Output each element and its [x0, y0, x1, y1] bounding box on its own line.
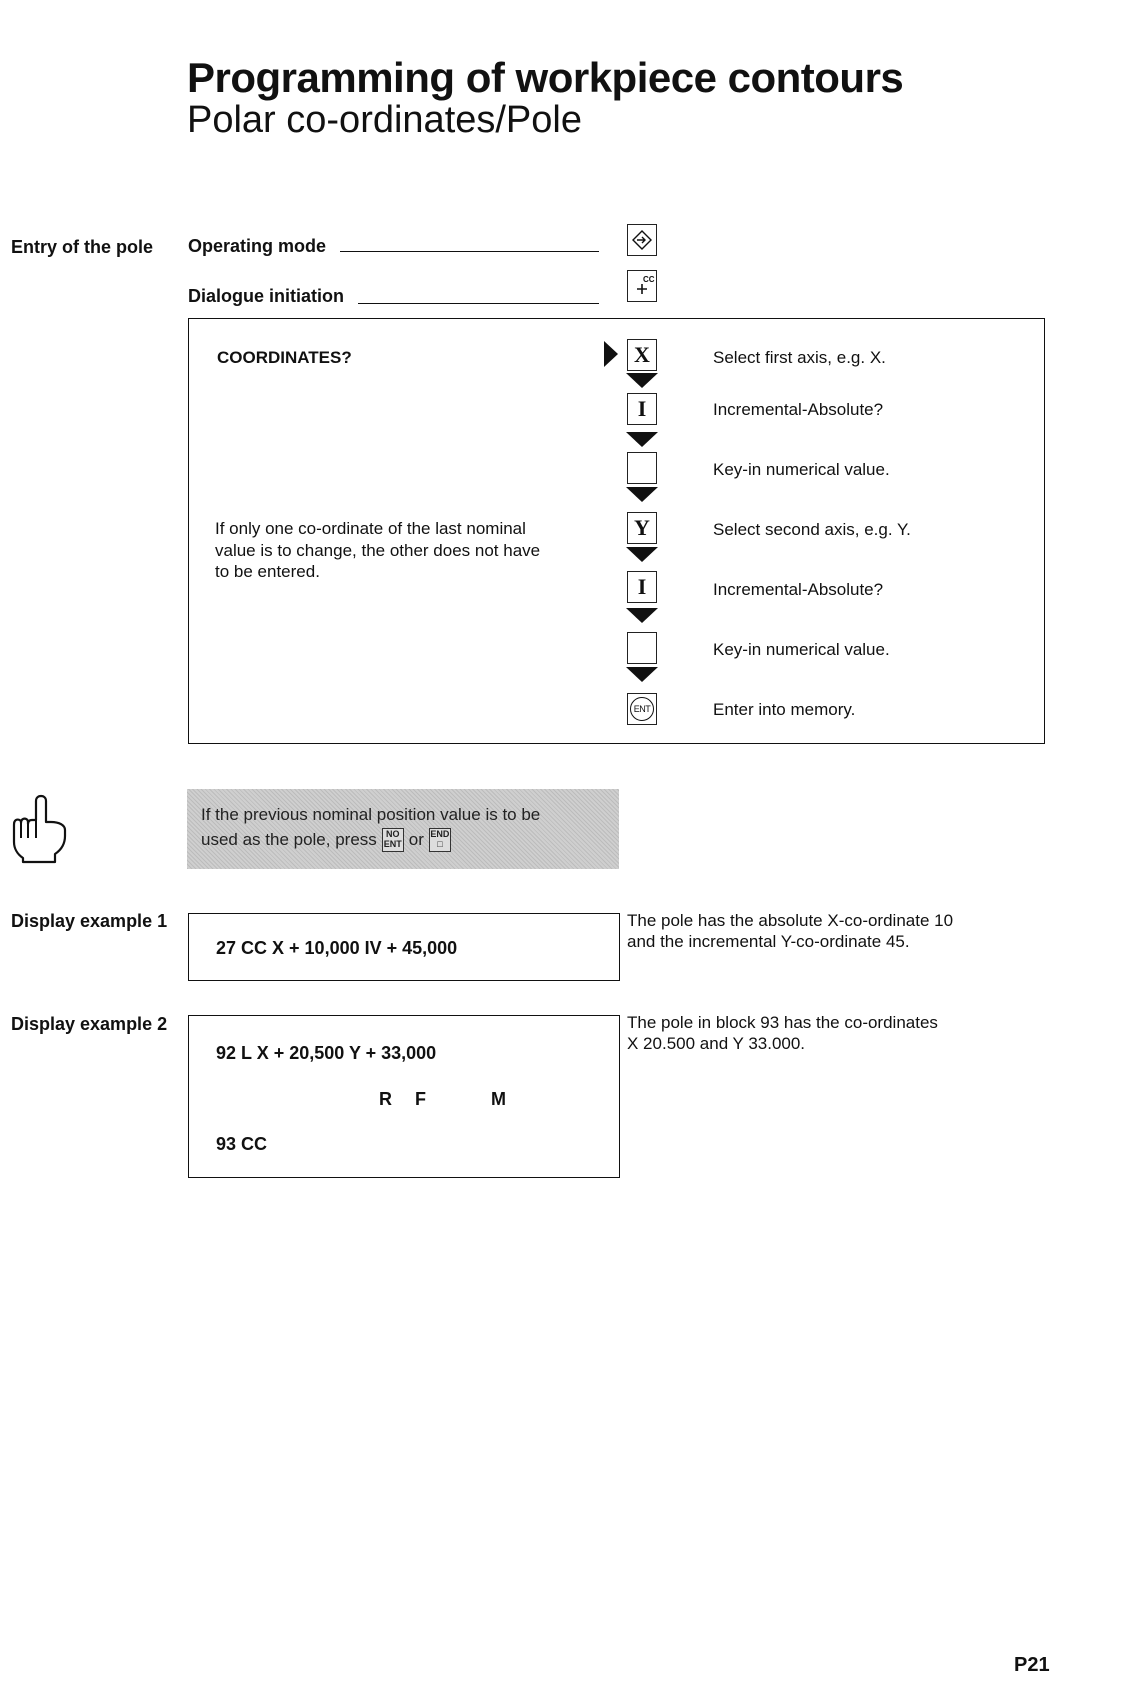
- display-example-1-label: Display example 1: [11, 911, 168, 931]
- page-subtitle: Polar co-ordinates/Pole: [187, 99, 582, 141]
- display-example-2-label: Display example 2: [11, 1014, 168, 1034]
- cc-pole-icon[interactable]: [627, 270, 657, 302]
- operating-mode-rule: [340, 251, 599, 252]
- down-arrow-icon: [626, 547, 658, 562]
- section-label-entry-of-pole: Entry of the pole: [11, 237, 154, 257]
- display-2-description-line-1: The pole in block 93 has the co-ordinates: [627, 1013, 938, 1032]
- end-key-top: END: [430, 829, 450, 839]
- step-2-text: Incremental-Absolute?: [713, 400, 884, 419]
- end-key-bottom: □: [437, 839, 443, 849]
- display-2-line-3: 93 CC: [216, 1134, 268, 1154]
- step-4-text: Select second axis, e.g. Y.: [713, 520, 911, 539]
- display-2-line-1: 92 L X + 20,500 Y + 33,000: [216, 1043, 437, 1063]
- page-number: P21: [1014, 1654, 1050, 1676]
- no-ent-key[interactable]: [382, 828, 404, 852]
- down-arrow-icon: [626, 373, 658, 388]
- tip-line-2-text: used as the pole, press: [201, 830, 377, 849]
- down-arrow-icon: [626, 487, 658, 502]
- tip-box: [187, 789, 619, 869]
- down-arrow-icon: [626, 608, 658, 623]
- tip-or: or: [408, 830, 424, 849]
- step-5-text: Incremental-Absolute?: [713, 580, 884, 599]
- dialog-note: If only one co-ordinate of the last nominal value is to change, the other does not have to be entered.: [215, 519, 541, 581]
- numeric-entry-key[interactable]: [627, 632, 657, 664]
- ent-key[interactable]: [627, 693, 657, 725]
- tip-line-1: If the previous nominal position value is to be: [201, 805, 541, 824]
- down-arrow-icon: [626, 667, 658, 682]
- tip-line-2: [201, 828, 619, 852]
- page-title: Programming of workpiece contours: [187, 54, 904, 101]
- step-1-text: Select first axis, e.g. X.: [713, 348, 886, 367]
- end-key[interactable]: [429, 828, 451, 852]
- step-3-text: Key-in numerical value.: [713, 460, 890, 479]
- display-2-f: F: [415, 1089, 426, 1109]
- operating-mode-label: Operating mode: [188, 236, 327, 256]
- display-example-1-box: [188, 913, 620, 981]
- incremental-key[interactable]: I: [627, 393, 657, 425]
- incremental-key[interactable]: I: [627, 571, 657, 603]
- step-7-text: Enter into memory.: [713, 700, 856, 719]
- program-entry-icon[interactable]: [627, 224, 657, 256]
- x-axis-key[interactable]: X: [627, 339, 657, 371]
- numeric-entry-key[interactable]: [627, 452, 657, 484]
- no-ent-key-bottom: ENT: [383, 839, 402, 849]
- dialogue-initiation-rule: [358, 303, 599, 304]
- coordinates-prompt: COORDINATES?: [217, 348, 352, 367]
- display-2-m: M: [491, 1089, 506, 1109]
- svg-text:CC: CC: [643, 275, 655, 284]
- dialogue-initiation-label: Dialogue initiation: [188, 286, 344, 306]
- display-1-description-line-2: and the incremental Y-co-ordinate 45.: [627, 932, 910, 951]
- display-example-2-box: [188, 1015, 620, 1178]
- ent-key-label: ENT: [630, 697, 654, 721]
- display-2-r: R: [379, 1089, 392, 1109]
- current-step-arrow: [604, 341, 618, 367]
- display-2-description-line-2: X 20.500 and Y 33.000.: [627, 1034, 806, 1053]
- step-6-text: Key-in numerical value.: [713, 640, 890, 659]
- no-ent-key-top: NO: [386, 829, 400, 839]
- down-arrow-icon: [626, 432, 658, 447]
- display-1-line: 27 CC X + 10,000 IV + 45,000: [216, 938, 458, 958]
- pointing-hand-icon: [11, 792, 69, 869]
- y-axis-key[interactable]: Y: [627, 512, 657, 544]
- display-1-description-line-1: The pole has the absolute X-co-ordinate 10: [627, 911, 954, 930]
